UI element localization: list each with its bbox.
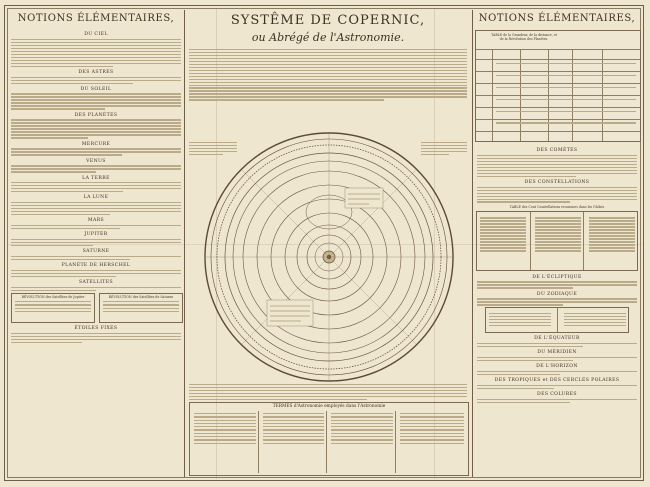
- center-column: [185, 10, 471, 477]
- section-heading: MARS: [87, 218, 105, 224]
- section-heading: DU MÉRIDIEN: [537, 350, 577, 356]
- main-subtitle: ou Abrégé de l'Astronomie.: [251, 31, 405, 44]
- text-block: [477, 155, 637, 177]
- section-heading: DES COLURES: [537, 392, 577, 398]
- section-heading: DU ZODIAQUE: [536, 291, 578, 297]
- lower-paragraph: [189, 382, 467, 402]
- orbit-diagram: [203, 130, 455, 385]
- right-column: [473, 10, 641, 477]
- text-block: [11, 287, 181, 291]
- legend-box: [267, 300, 313, 326]
- section-heading: DE L'ÉCLIPTIQUE: [532, 274, 582, 280]
- terms-column: [192, 411, 259, 473]
- section-heading: SATURNE: [82, 249, 110, 255]
- table-rule: [557, 308, 558, 332]
- constellation-table-caption: TABLE des Cent Constellations reconnues dans les Globes: [509, 204, 605, 209]
- section-heading: JUPITER: [84, 232, 108, 238]
- section-heading: DU SOLEIL: [80, 86, 112, 92]
- table-rows: [496, 63, 636, 134]
- table-column: [535, 216, 581, 254]
- table-caption: RÉVOLUTION des Satellites de Jupiter: [21, 295, 85, 300]
- table-rule: [583, 212, 584, 270]
- constellation-table: [476, 211, 638, 271]
- text-block: [11, 256, 181, 260]
- section-heading: DES COMÈTES: [536, 148, 578, 153]
- text-block: [11, 93, 181, 109]
- text-block: [477, 371, 637, 375]
- text-block: [477, 385, 637, 389]
- right-text-flow: [475, 144, 639, 405]
- section-heading: DU CIEL: [84, 32, 108, 37]
- right-heading: NOTIONS ÉLÉMENTAIRES,: [478, 13, 636, 24]
- terms-heading: TERMES d'Astronomie employés dans l'Astronomie: [272, 404, 386, 409]
- jupiter-satellites-table: [11, 293, 95, 323]
- terms-grid: [192, 411, 466, 473]
- table-column: [489, 311, 551, 328]
- left-column: [9, 10, 183, 477]
- table-rule: [530, 212, 531, 270]
- text-block: [477, 343, 637, 347]
- legend-box: [345, 188, 383, 208]
- text-block: [11, 77, 181, 84]
- terms-column: [261, 411, 328, 473]
- table-rule: [476, 59, 640, 60]
- text-block: [11, 202, 181, 215]
- section-heading: LA TERRE: [82, 175, 110, 181]
- table-column: [564, 311, 626, 328]
- satellite-tables: [11, 293, 181, 323]
- section-heading: MERCURE: [81, 141, 111, 147]
- section-heading: DE L'ÉQUATEUR: [534, 336, 580, 342]
- main-title: SYSTÊME DE COPERNIC,: [230, 13, 426, 28]
- text-block: [11, 182, 181, 192]
- text-block: [11, 225, 181, 229]
- table-caption: TABLE de la Grandeur, de la distance, et de la Révolution des Planètes.: [491, 33, 557, 41]
- section-heading: DES TROPIQUES et DES CERCLES POLAIRES: [494, 378, 620, 384]
- text-block: [11, 165, 181, 172]
- table-column: [480, 216, 526, 254]
- section-heading: ÉTOILES FIXES: [74, 326, 118, 332]
- section-heading: DE L'HORIZON: [536, 364, 578, 370]
- text-block: [477, 281, 637, 288]
- text-block: [477, 187, 637, 203]
- text-block: [11, 119, 181, 138]
- terms-column: [398, 411, 467, 473]
- text-block: [11, 270, 181, 277]
- table-rule: [476, 49, 640, 50]
- intro-paragraph: [189, 47, 467, 102]
- text-block: [477, 298, 637, 305]
- text-block: [11, 239, 181, 246]
- zodiac-table: [485, 307, 629, 333]
- saturn-satellites-table: [99, 293, 183, 323]
- terms-column: [329, 411, 396, 473]
- text-block: [11, 148, 181, 155]
- section-heading: DES PLANÈTES: [74, 112, 118, 118]
- text-block: [477, 399, 637, 403]
- planet-table: [475, 30, 641, 142]
- section-heading: PLANÈTE DE HERSCHEL: [61, 263, 131, 269]
- table-column: [589, 216, 635, 254]
- section-heading: VENUS: [86, 158, 106, 164]
- table-rule: [492, 49, 493, 141]
- left-heading: NOTIONS ÉLÉMENTAIRES,: [17, 13, 175, 24]
- text-block: [477, 357, 637, 361]
- text-block: [11, 333, 181, 343]
- section-heading: LA LUNE: [83, 195, 109, 201]
- section-heading: DES ASTRES: [78, 69, 114, 75]
- table-caption: RÉVOLUTION des Satellites de Saturne: [108, 295, 174, 300]
- section-heading: DES CONSTELLATIONS: [524, 179, 590, 185]
- section-heading: SATELLITES: [78, 280, 114, 286]
- terms-box: [189, 402, 469, 476]
- solar-system-diagram: [203, 130, 455, 385]
- text-block: [11, 39, 181, 67]
